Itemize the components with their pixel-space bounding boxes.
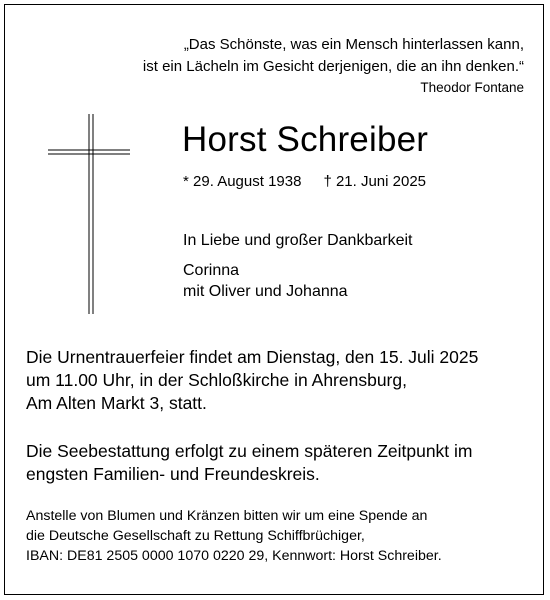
donation-line-1: Anstelle von Blumen und Kränzen bitten wir um eine Spende an xyxy=(26,508,428,524)
dedication: In Liebe und großer Dankbarkeit xyxy=(183,232,413,249)
donation-line-2: die Deutsche Gesellschaft zu Rettung Schiffbrüchiger, xyxy=(26,528,365,544)
mourner-line-1: Corinna xyxy=(183,262,240,279)
birth-date: * 29. August 1938 xyxy=(183,173,302,190)
quote-author: Theodor Fontane xyxy=(420,80,524,95)
ceremony-line-2: um 11.00 Uhr, in der Schloßkirche in Ahrensburg, xyxy=(26,370,407,390)
cross-icon xyxy=(48,114,130,314)
death-date: † 21. Juni 2025 xyxy=(323,173,427,190)
mourners xyxy=(183,260,412,302)
deceased-name: Horst Schreiber xyxy=(182,120,429,159)
quote-line-2: ist ein Lächeln im Gesicht derjenigen, die an ihn denken.“ xyxy=(142,58,524,75)
burial-info xyxy=(26,440,536,486)
burial-line-1: Die Seebestattung erfolgt zu einem späteren Zeitpunkt im xyxy=(26,441,473,461)
burial-line-2: engsten Familien- und Freundeskreis. xyxy=(26,464,320,484)
donation-info xyxy=(26,506,536,566)
life-dates xyxy=(183,172,426,192)
family-block xyxy=(183,230,412,302)
ceremony-info xyxy=(26,346,536,415)
quote-line-1: „Das Schönste, was ein Mensch hinterlassen kann, xyxy=(183,36,524,53)
quote-block xyxy=(84,34,524,98)
donation-line-3: IBAN: DE81 2505 0000 1070 0220 29, Kennwort: Horst Schreiber. xyxy=(26,548,442,564)
ceremony-line-3: Am Alten Markt 3, statt. xyxy=(26,393,207,413)
mourner-line-2: mit Oliver und Johanna xyxy=(183,283,348,300)
ceremony-line-1: Die Urnentrauerfeier findet am Dienstag, den 15. Juli 2025 xyxy=(26,347,479,367)
